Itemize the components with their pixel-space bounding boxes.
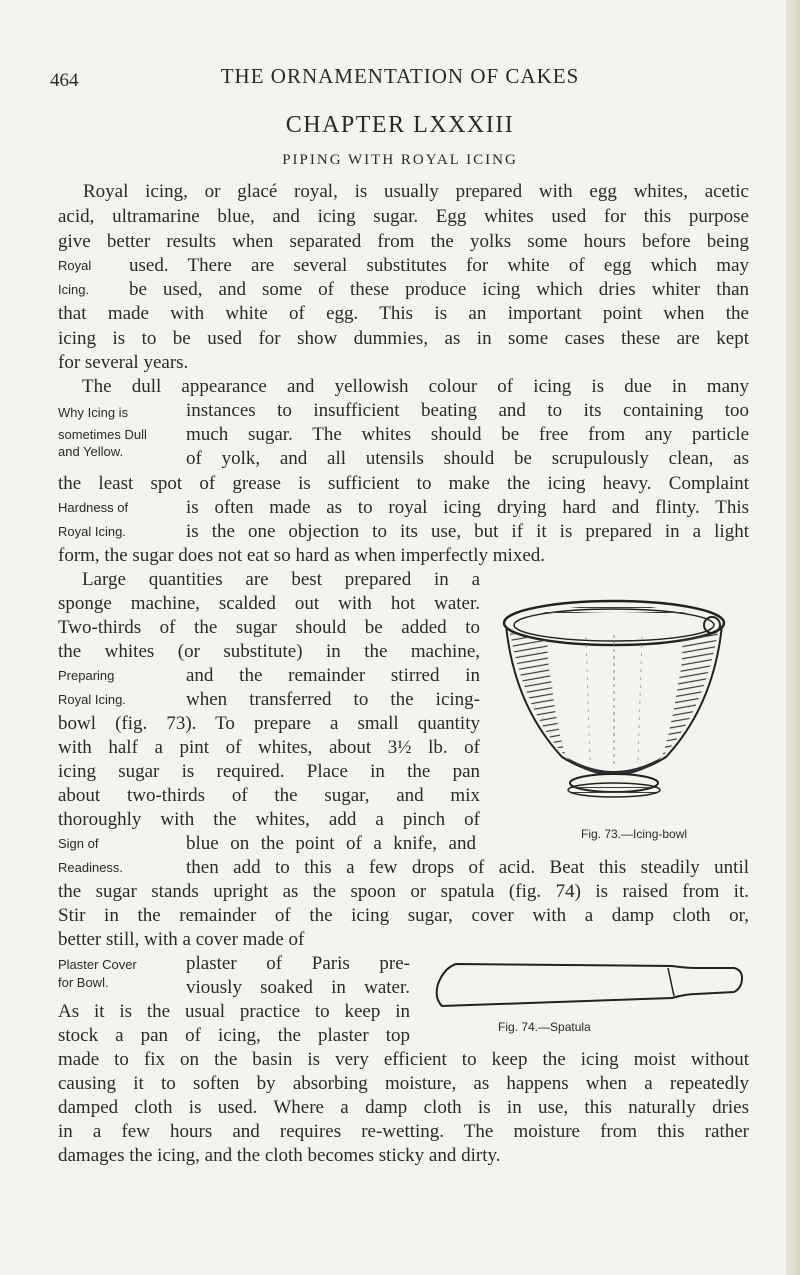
text-line: much sugar. The whites should be free from any particle [186, 424, 749, 445]
text-line: made to fix on the basin is very efficient to keep the icing moist without [58, 1049, 749, 1070]
margin-note: sometimes Dull [58, 427, 147, 442]
text-line: blue on the point of a knife, and [186, 833, 476, 854]
text-line: bowl (fig. 73). To prepare a small quantity [58, 713, 480, 734]
margin-note: for Bowl. [58, 975, 109, 990]
text-line: Stir in the remainder of the icing sugar, cover with a damp cloth or, [58, 905, 749, 926]
text-line: that made with white of egg. This is an important point when the [58, 303, 749, 324]
text-line: icing is to be used for show dummies, as in some cases these are kept [58, 328, 749, 349]
text-line: Large quantities are best prepared in a [82, 569, 480, 590]
text-line: sponge machine, scalded out with hot water. [58, 593, 480, 614]
text-line: the whites (or substitute) in the machine, [58, 641, 480, 662]
text-line: causing it to soften by absorbing moisture, as happens when a repeatedly [58, 1073, 749, 1094]
margin-note: Why Icing is [58, 405, 129, 420]
icing-bowl-figure [496, 585, 732, 815]
text-line: damped cloth is used. Where a damp cloth is in use, this naturally dries [58, 1097, 749, 1118]
text-line: damages the icing, and the cloth becomes sticky and dirty. [58, 1145, 501, 1166]
icing-bowl-icon [496, 585, 732, 815]
text-line: is often made as to royal icing drying hard and flinty. This [186, 497, 749, 518]
figure-caption: Fig. 73.—Icing-bowl [581, 827, 688, 841]
text-line: better still, with a cover made of [58, 929, 305, 950]
text-line: of yolk, and all utensils should be scrupulously clean, as [186, 448, 749, 469]
text-line: is the one objection to its use, but if it is prepared in a light [186, 521, 749, 542]
text-line: The dull appearance and yellowish colour of icing is due in many [82, 376, 749, 397]
running-title: THE ORNAMENTATION OF CAKES [220, 64, 580, 88]
text-line: for several years. [58, 352, 189, 373]
margin-note: Royal [58, 258, 92, 273]
text-line: then add to this a few drops of acid. Beat this steadily until [186, 857, 749, 878]
page-number: 464 [50, 70, 79, 91]
margin-note: Royal Icing. [58, 524, 126, 539]
margin-note: and Yellow. [58, 444, 124, 459]
text-line: with half a pint of whites, about 3½ lb. of [58, 737, 480, 758]
text-line: thoroughly with the whites, add a pinch of [58, 809, 480, 830]
text-line: in a few hours and requires re-wetting. The moisture from this rather [58, 1121, 749, 1142]
text-line: Royal icing, or glacé royal, is usually prepared with egg whites, acetic [83, 181, 749, 202]
text-line: be used, and some of these produce icing which dries whiter than [129, 279, 749, 300]
text-line: give better results when separated from the yolks some hours before being [58, 231, 749, 252]
margin-note: Readiness. [58, 860, 124, 875]
text-line: about two-thirds of the sugar, and mix [58, 785, 480, 806]
text-line: As it is the usual practice to keep in [58, 1001, 410, 1022]
text-line: stock a pan of icing, the plaster top [58, 1025, 410, 1046]
text-line: Two-thirds of the sugar should be added to [58, 617, 480, 638]
text-line: and the remainder stirred in [186, 665, 480, 686]
margin-note: Hardness of [58, 500, 129, 515]
spatula-icon [428, 958, 750, 1014]
page-edge [786, 0, 800, 1275]
margin-note: Plaster Cover [58, 957, 137, 972]
chapter-title: CHAPTER LXXXIII [285, 112, 515, 138]
margin-note: Sign of [58, 836, 99, 851]
text-line: plaster of Paris pre- [186, 953, 410, 974]
spatula-figure [428, 958, 750, 1014]
margin-note: Icing. [58, 282, 90, 297]
text-line: the sugar stands upright as the spoon or spatula (fig. 74) is raised from it. [58, 881, 749, 902]
section-title: PIPING WITH ROYAL ICING [282, 152, 518, 168]
text-line: acid, ultramarine blue, and icing sugar. Egg whites used for this purpose [58, 206, 749, 227]
text-line: viously soaked in water. [186, 977, 410, 998]
margin-note: Royal Icing. [58, 692, 126, 707]
figure-caption: Fig. 74.—Spatula [498, 1020, 591, 1034]
text-line: used. There are several substitutes for white of egg which may [129, 255, 749, 276]
running-head [50, 64, 750, 94]
text-line: instances to insufficient beating and to its containing too [186, 400, 749, 421]
text-line: form, the sugar does not eat so hard as when imperfectly mixed. [58, 545, 545, 566]
text-line: the least spot of grease is sufficient to make the icing heavy. Complaint [58, 473, 749, 494]
text-line: icing sugar is required. Place in the pan [58, 761, 480, 782]
margin-note: Preparing [58, 668, 115, 683]
text-line: when transferred to the icing- [186, 689, 480, 710]
